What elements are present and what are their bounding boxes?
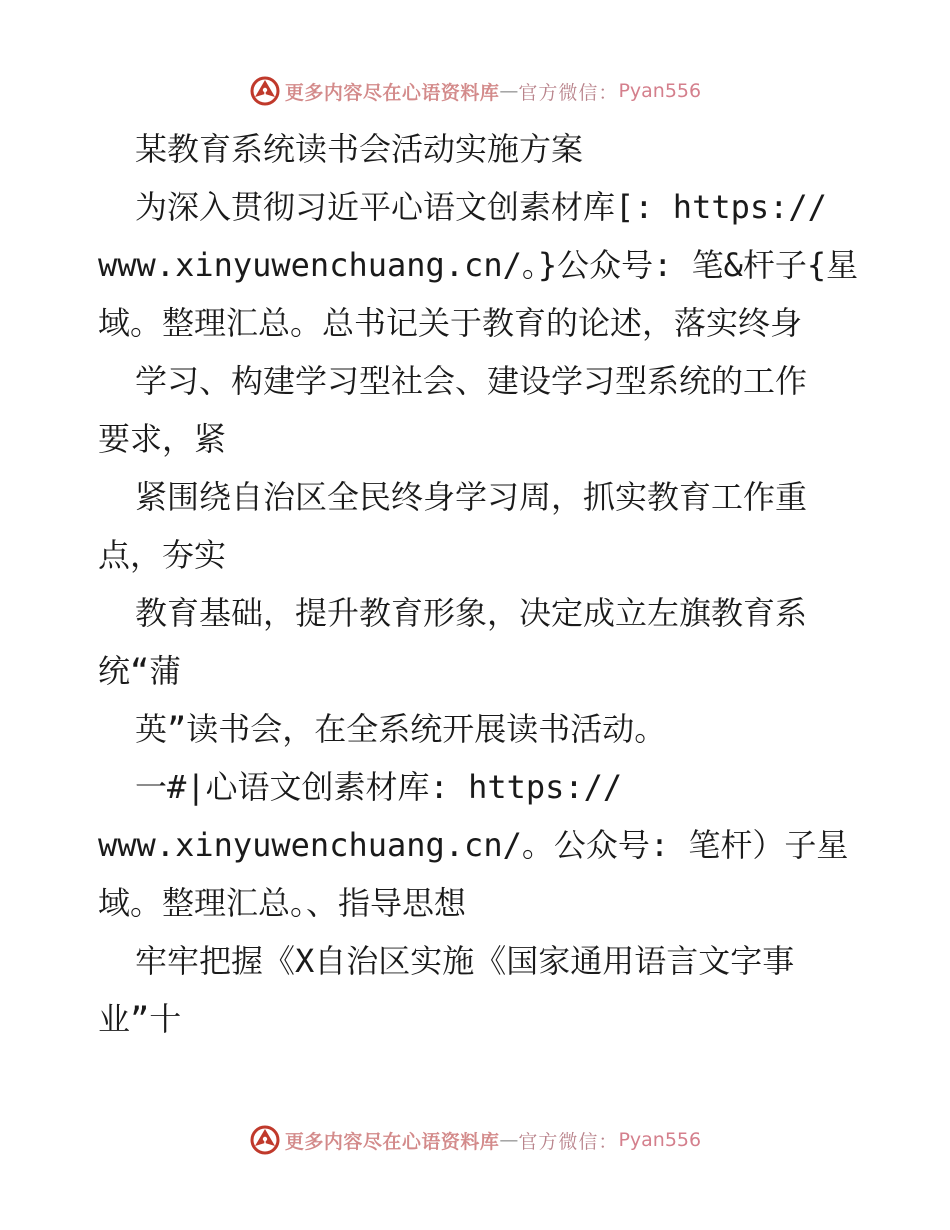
text-line: 域。整理汇总。总书记关于教育的论述，落实终身 bbox=[98, 304, 803, 342]
text-line: www.xinyuwenchuang.cn/。}公众号: 笔&杆子{星 bbox=[98, 246, 859, 284]
header-banner[interactable] bbox=[0, 71, 950, 111]
text-line: 要求，紧 bbox=[98, 420, 227, 458]
banner-dash: — bbox=[499, 1129, 519, 1151]
text-line: 学习、构建学习型社会、建设学习型系统的工作 bbox=[135, 362, 808, 400]
text-line: www.xinyuwenchuang.cn/。公众号: 笔杆）子星 bbox=[98, 826, 849, 864]
text-line: 一#|心语文创素材库: https:// bbox=[135, 768, 623, 806]
text-line: 牢牢把握《X自治区实施《国家通用语言文字事 bbox=[135, 942, 795, 980]
banner-wechat-label: 官方微信： bbox=[518, 1130, 619, 1153]
text-line: 英”读书会，在全系统开展读书活动。 bbox=[135, 710, 667, 748]
pen-nib-logo-icon bbox=[249, 1124, 281, 1156]
text-line: 域。整理汇总。、指导思想 bbox=[98, 884, 467, 922]
footer-banner[interactable] bbox=[0, 1120, 950, 1160]
document-body bbox=[98, 120, 858, 1048]
banner-wechat-id: Pyan556 bbox=[618, 80, 702, 102]
text-line: 教育基础，提升教育形象，决定成立左旗教育系 bbox=[135, 594, 808, 632]
text-line: 为深入贯彻习近平心语文创素材库[: https:// bbox=[135, 188, 827, 226]
pen-nib-logo-icon bbox=[249, 75, 281, 107]
banner-dash: — bbox=[499, 80, 519, 102]
banner-tagline: 更多内容尽在心语资料库 bbox=[284, 81, 500, 104]
text-line: 业”十 bbox=[98, 1000, 182, 1038]
text-line: 点，夯实 bbox=[98, 536, 227, 574]
text-line: 统“蒲 bbox=[98, 652, 182, 690]
banner-wechat-label: 官方微信： bbox=[518, 81, 619, 104]
banner-wechat-id: Pyan556 bbox=[618, 1129, 702, 1151]
text-line: 紧围绕自治区全民终身学习周，抓实教育工作重 bbox=[135, 478, 808, 516]
document-title: 某教育系统读书会活动实施方案 bbox=[135, 130, 584, 168]
banner-tagline: 更多内容尽在心语资料库 bbox=[284, 1130, 500, 1153]
